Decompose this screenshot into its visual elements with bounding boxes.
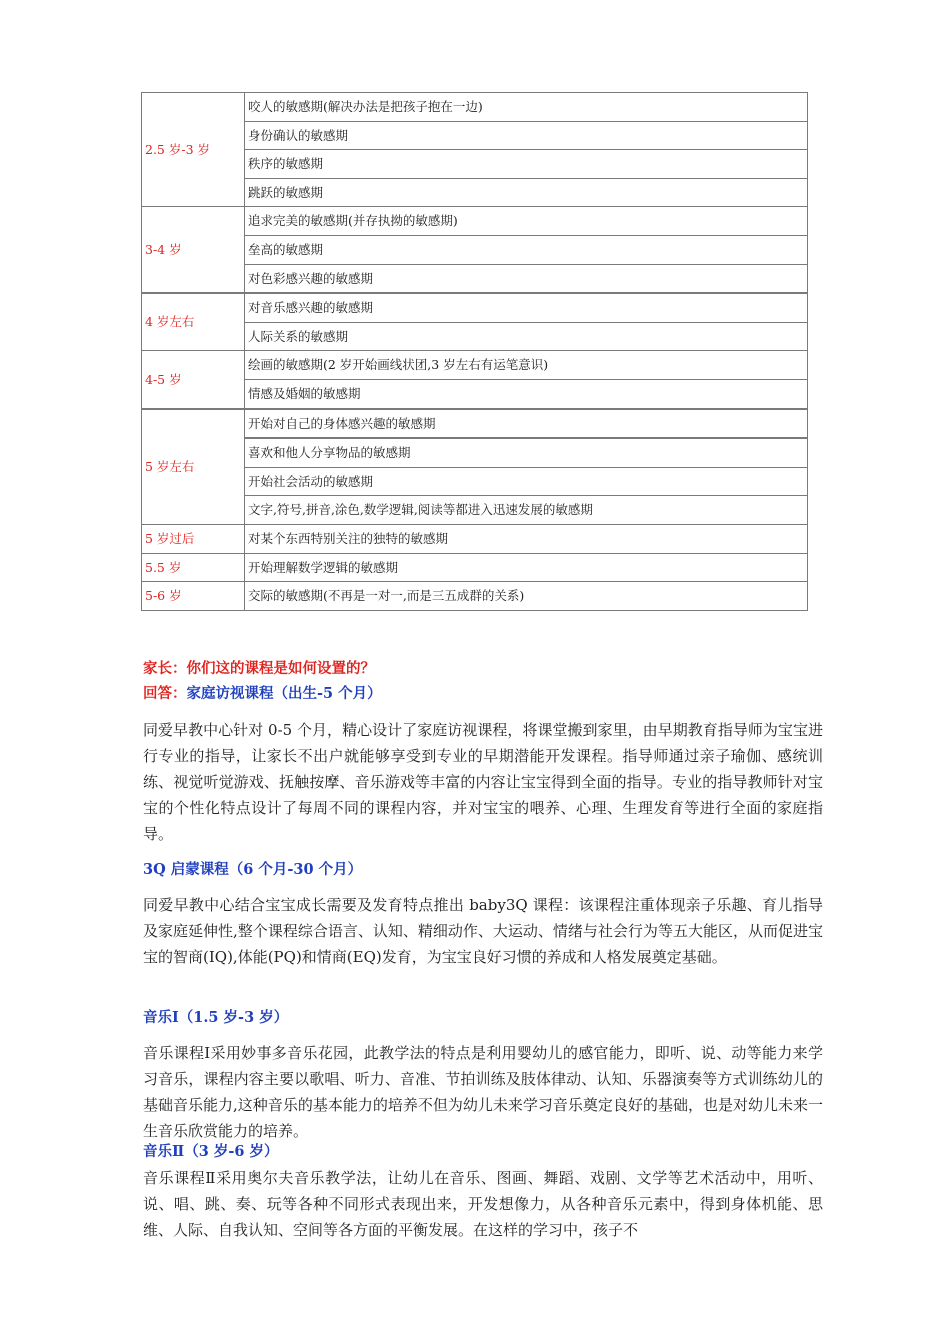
age-cell: 5 岁过后 (142, 524, 245, 553)
period-cell: 开始理解数学逻辑的敏感期 (245, 553, 808, 582)
period-cell: 开始对自己的身体感兴趣的敏感期 (245, 409, 808, 439)
age-cell: 5-6 岁 (142, 582, 245, 611)
period-cell: 人际关系的敏感期 (245, 322, 808, 351)
sensitive-period-table (141, 92, 808, 611)
age-cell: 4-5 岁 (142, 351, 245, 409)
period-cell: 垒高的敏感期 (245, 235, 808, 264)
period-cell: 喜欢和他人分享物品的敏感期 (245, 438, 808, 467)
period-cell: 绘画的敏感期(2 岁开始画线状团,3 岁左右有运笔意识) (245, 351, 808, 380)
answer-heading (143, 684, 382, 704)
table-row (142, 93, 808, 122)
period-cell: 身份确认的敏感期 (245, 121, 808, 150)
table-row (142, 293, 808, 322)
period-cell: 秩序的敏感期 (245, 150, 808, 179)
music-1-title: 音乐Ⅰ（1.5 岁-3 岁） (143, 1009, 289, 1026)
age-cell: 3-4 岁 (142, 207, 245, 293)
period-cell: 情感及婚姻的敏感期 (245, 379, 808, 408)
age-cell: 5.5 岁 (142, 553, 245, 582)
period-cell: 对色彩感兴趣的敏感期 (245, 264, 808, 293)
period-cell: 对音乐感兴趣的敏感期 (245, 293, 808, 322)
period-cell: 追求完美的敏感期(并存执拗的敏感期) (245, 207, 808, 236)
period-cell: 跳跃的敏感期 (245, 178, 808, 207)
table-row (142, 524, 808, 553)
table-row (142, 351, 808, 380)
question-text: 你们这的课程是如何设置的？ (186, 660, 375, 677)
age-cell: 2.5 岁-3 岁 (142, 93, 245, 207)
music-1-paragraph: 音乐课程Ⅰ采用妙事多音乐花园，此教学法的特点是利用婴幼儿的感官能力，即听、说、动等能力来学习音乐，课程内容主要以歌唱、听力、音准、节拍训练及肢体律动、认知、乐器演奏等方式训练幼儿的基础音乐能力,这种音乐的基本能力的培养不但为幼儿未来学习音乐奠定良好的基础，也是对幼儿未来一生音乐欣赏能力的培养。 (143, 1044, 823, 1140)
age-cell: 4 岁左右 (142, 293, 245, 351)
age-cell: 5 岁左右 (142, 409, 245, 525)
period-cell: 开始社会活动的敏感期 (245, 467, 808, 496)
course-3q-title: 3Q 启蒙课程（6 个月-30 个月） (143, 861, 363, 878)
period-cell: 交际的敏感期(不再是一对一,而是三五成群的关系) (245, 582, 808, 611)
answer-prefix: 回答： (143, 685, 187, 702)
period-cell: 对某个东西特别关注的独特的敏感期 (245, 524, 808, 553)
table-row (142, 553, 808, 582)
home-visit-paragraph: 同爱早教中心针对 0-5 个月，精心设计了家庭访视课程，将课堂搬到家里，由早期教育指导师为宝宝进行专业的指导，让家长不出户就能够享受到专业的早期潜能开发课程。指导师通过亲子瑜伽、感统训练、视觉听觉游戏、抚触按摩、音乐游戏等丰富的内容让宝宝得到全面的指导。专业的指导教师针对宝宝的个性化特点设计了每周不同的课程内容，并对宝宝的喂养、心理、生理发育等进行全面的家庭指导。 (143, 721, 823, 843)
course-3q-paragraph: 同爱早教中心结合宝宝成长需要及发育特点推出 baby3Q 课程：该课程注重体现亲子乐趣、育儿指导及家庭延伸性,整个课程综合语言、认知、精细动作、大运动、情绪与社会行为等五大能区，从而促进宝宝的智商(IQ),体能(PQ)和情商(EQ)发育，为宝宝良好习惯的养成和人格发展奠定基础。 (143, 896, 823, 966)
music-2-paragraph: 音乐课程Ⅱ采用奥尔夫音乐教学法，让幼儿在音乐、图画、舞蹈、戏剧、文学等艺术活动中，用听、说、唱、跳、奏、玩等各种不同形式表现出来，开发想像力，从各种音乐元素中，得到身体机能、思维、人际、自我认知、空间等各方面的平衡发展。在这样的学习中，孩子不 (143, 1169, 823, 1239)
period-cell: 咬人的敏感期(解决办法是把孩子抱在一边) (245, 93, 808, 122)
table-row (142, 207, 808, 236)
question-prefix: 家长： (143, 660, 187, 677)
answer-text: 家庭访视课程（出生-5 个月） (186, 685, 382, 702)
period-cell: 文字,符号,拼音,涂色,数学逻辑,阅读等都进入迅速发展的敏感期 (245, 496, 808, 525)
table-row (142, 409, 808, 439)
parent-question (143, 659, 375, 679)
music-2-title: 音乐Ⅱ（3 岁-6 岁） (143, 1143, 279, 1160)
table-row (142, 582, 808, 611)
